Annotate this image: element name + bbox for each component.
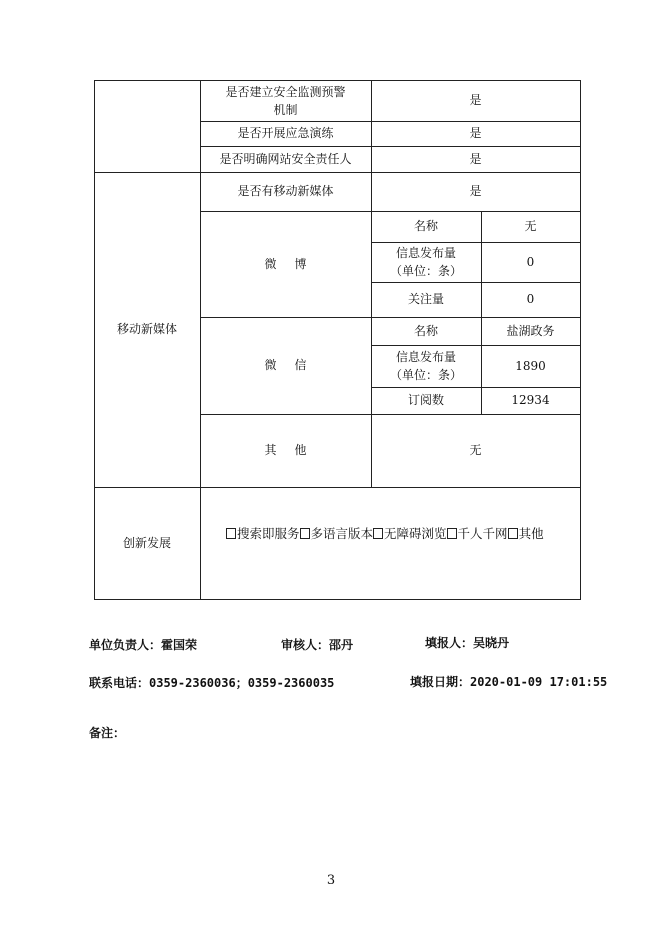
page-number: 3 xyxy=(326,873,336,888)
reporter: 填报人：吴晓丹 xyxy=(425,636,510,650)
wechat-posts-value: 1890 xyxy=(515,358,546,373)
has-mobile-media-label: 是否有移动新媒体 xyxy=(237,184,334,198)
innovation-section-label: 创新发展 xyxy=(122,535,171,550)
option-personalized[interactable]: 千人千网 xyxy=(447,524,508,542)
weibo-name-label: 名称 xyxy=(413,219,438,233)
weibo-name-value: 无 xyxy=(524,219,537,233)
remark-label: 备注： xyxy=(89,726,126,740)
emergency-drill-label: 是否开展应急演练 xyxy=(237,126,334,140)
weibo-followers-label: 关注量 xyxy=(407,292,444,306)
checkbox-icon[interactable] xyxy=(508,528,518,539)
weibo-followers-value: 0 xyxy=(526,292,535,306)
other-media-label: 其他 xyxy=(264,443,325,457)
option-search-as-service[interactable]: 搜索即服务 xyxy=(226,524,300,542)
monitoring-mechanism-label: 是否建立安全监测预警 机制 xyxy=(225,84,346,117)
table-border-bottom xyxy=(94,599,581,600)
emergency-drill-value: 是 xyxy=(469,126,482,140)
table-border-right xyxy=(580,80,581,600)
wechat-subscribers-label: 订阅数 xyxy=(407,393,444,407)
option-multilingual[interactable]: 多语言版本 xyxy=(300,524,374,542)
checkbox-icon[interactable] xyxy=(373,528,383,539)
weibo-posts-value: 0 xyxy=(526,254,535,269)
reviewer: 审核人：邵丹 xyxy=(281,638,354,652)
wechat-posts-label: 信息发布量 （单位：条） xyxy=(389,350,462,382)
innovation-options xyxy=(226,524,544,542)
weibo-posts-label: 信息发布量 （单位：条） xyxy=(389,246,462,278)
report-date: 填报日期：2020-01-09 17:01:55 xyxy=(410,675,608,689)
wechat-name-label: 名称 xyxy=(413,323,438,338)
security-owner-label: 是否明确网站安全责任人 xyxy=(219,151,352,166)
checkbox-icon[interactable] xyxy=(300,528,310,539)
checkbox-icon[interactable] xyxy=(226,528,236,539)
wechat-subscribers-value: 12934 xyxy=(511,393,550,407)
other-media-value: 无 xyxy=(469,443,482,457)
wechat-name-value: 盐湖政务 xyxy=(506,323,555,338)
weibo-label: 微博 xyxy=(264,256,325,271)
monitoring-mechanism-value: 是 xyxy=(469,93,482,107)
unit-head: 单位负责人：霍国荣 xyxy=(89,638,198,652)
has-mobile-media-value: 是 xyxy=(469,184,482,198)
option-other[interactable]: 其他 xyxy=(508,524,544,542)
wechat-label: 微信 xyxy=(264,358,325,372)
checkbox-icon[interactable] xyxy=(447,528,457,539)
security-owner-value: 是 xyxy=(469,151,482,166)
contact-phone: 联系电话：0359-2360036；0359-2360035 xyxy=(89,676,335,690)
mobile-media-section-label: 移动新媒体 xyxy=(116,322,177,336)
option-accessibility[interactable]: 无障碍浏览 xyxy=(373,524,447,542)
